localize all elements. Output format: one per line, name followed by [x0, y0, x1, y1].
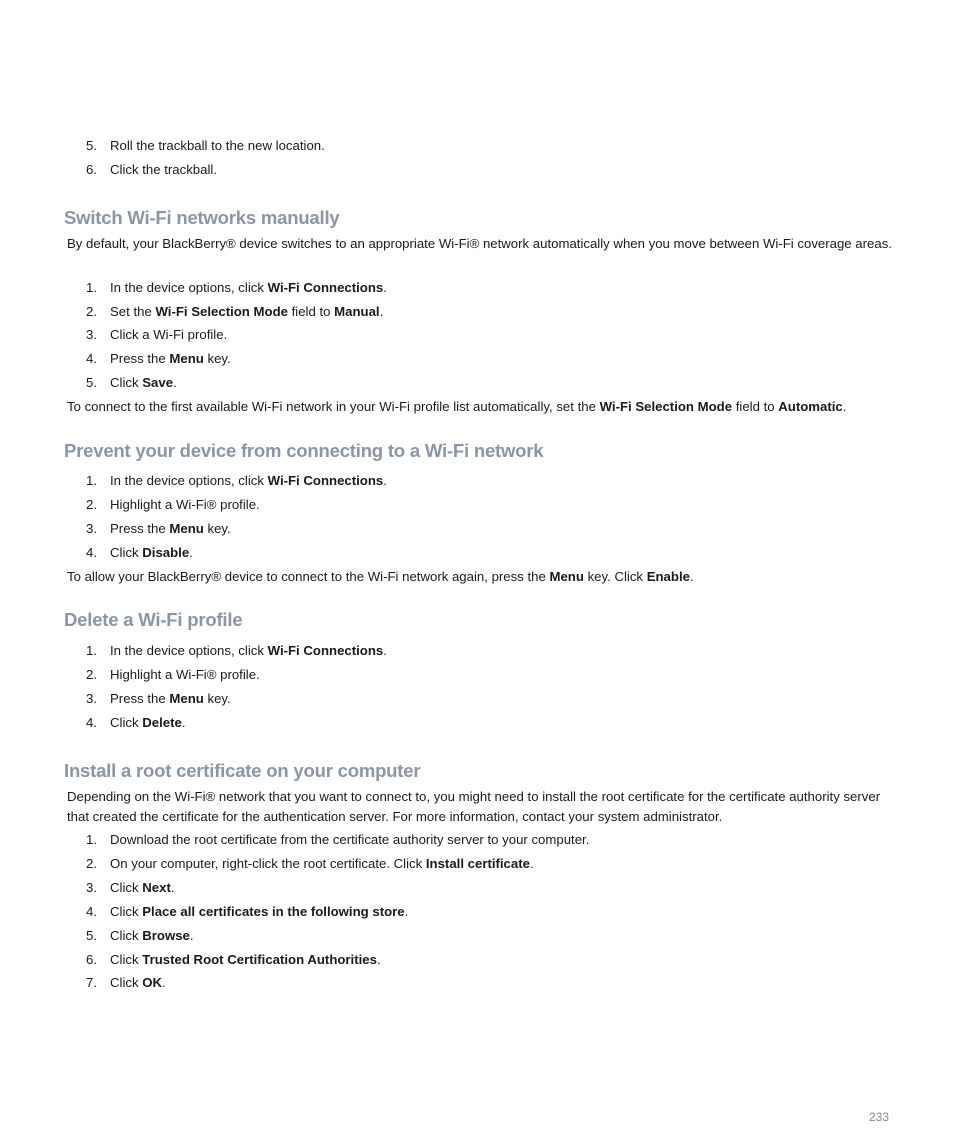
step-number: 3.	[86, 521, 97, 536]
step-number: 4.	[86, 904, 97, 919]
list-item	[0, 665, 880, 685]
step-text: Click Disable.	[110, 545, 193, 560]
step-text: Highlight a Wi-Fi® profile.	[110, 497, 260, 512]
list-item	[0, 302, 880, 322]
section-note-prevent: To allow your BlackBerry® device to connect to the Wi-Fi network again, press the Menu key. Click Enable.	[67, 569, 694, 584]
step-number: 2.	[86, 304, 97, 319]
step-text: Click the trackball.	[110, 162, 218, 177]
step-text: In the device options, click Wi-Fi Connections.	[110, 643, 387, 658]
step-number: 3.	[86, 691, 97, 706]
list-item	[0, 926, 880, 946]
list-item	[0, 349, 880, 369]
step-text: Click Place all certificates in the following store.	[110, 904, 409, 919]
step-text: In the device options, click Wi-Fi Connections.	[110, 280, 387, 295]
step-number: 6.	[86, 952, 97, 967]
step-text: Click Trusted Root Certification Authorities.	[110, 952, 381, 967]
list-item	[0, 878, 880, 898]
list-item	[0, 160, 880, 180]
step-text: Press the Menu key.	[110, 521, 231, 536]
step-number: 5.	[86, 375, 97, 390]
step-number: 2.	[86, 667, 97, 682]
list-item	[0, 713, 880, 733]
step-number: 5.	[86, 138, 97, 153]
step-number: 4.	[86, 351, 97, 366]
step-text: Press the Menu key.	[110, 691, 231, 706]
step-number: 4.	[86, 715, 97, 730]
list-item	[0, 373, 880, 393]
section-note-switch: To connect to the first available Wi-Fi network in your Wi-Fi profile list automatically, set the Wi-Fi Selection Mode field to Automatic.	[67, 399, 847, 414]
step-number: 5.	[86, 928, 97, 943]
step-number: 6.	[86, 162, 97, 177]
list-item	[0, 471, 880, 491]
list-item	[0, 830, 880, 850]
list-item	[0, 325, 880, 345]
step-number: 2.	[86, 497, 97, 512]
section-intro-install: Depending on the Wi-Fi® network that you want to connect to, you might need to install the root certificate for the certificate authority server that created the certificate for the authentication server. For more information, contact your system administrator.	[67, 789, 881, 824]
list-item	[0, 519, 880, 539]
step-text: Click a Wi-Fi profile.	[110, 327, 228, 342]
list-item	[0, 543, 880, 563]
step-text: Click Browse.	[110, 928, 194, 943]
list-item	[0, 136, 880, 156]
step-text: Set the Wi-Fi Selection Mode field to Manual.	[110, 304, 384, 319]
step-text: Download the root certificate from the certificate authority server to your computer.	[110, 832, 590, 847]
step-text: Roll the trackball to the new location.	[110, 138, 325, 153]
step-number: 1.	[86, 473, 97, 488]
list-item	[0, 495, 880, 515]
step-number: 4.	[86, 545, 97, 560]
section-heading-prevent: Prevent your device from connecting to a Wi-Fi network	[64, 440, 544, 461]
step-text: In the device options, click Wi-Fi Connections.	[110, 473, 387, 488]
step-number: 1.	[86, 832, 97, 847]
list-item	[0, 854, 880, 874]
step-text: Highlight a Wi-Fi® profile.	[110, 667, 260, 682]
section-intro-switch: By default, your BlackBerry® device switches to an appropriate Wi-Fi® network automatically when you move between Wi-Fi coverage areas.	[67, 236, 892, 251]
step-number: 2.	[86, 856, 97, 871]
list-item	[0, 950, 880, 970]
list-item	[0, 278, 880, 298]
step-text: On your computer, right-click the root certificate. Click Install certificate.	[110, 856, 534, 871]
step-text: Click OK.	[110, 975, 166, 990]
step-number: 3.	[86, 327, 97, 342]
step-number: 1.	[86, 643, 97, 658]
list-item	[0, 902, 880, 922]
section-heading-delete: Delete a Wi-Fi profile	[64, 609, 243, 630]
step-text: Click Next.	[110, 880, 175, 895]
list-item	[0, 641, 880, 661]
step-number: 1.	[86, 280, 97, 295]
step-text: Click Delete.	[110, 715, 186, 730]
section-heading-install: Install a root certificate on your computer	[64, 760, 421, 781]
section-heading-switch: Switch Wi-Fi networks manually	[64, 207, 340, 228]
list-item	[0, 689, 880, 709]
step-text: Click Save.	[110, 375, 177, 390]
step-number: 7.	[86, 975, 97, 990]
step-text: Press the Menu key.	[110, 351, 231, 366]
list-item	[0, 973, 880, 993]
page-number: 233	[869, 1110, 890, 1124]
step-number: 3.	[86, 880, 97, 895]
